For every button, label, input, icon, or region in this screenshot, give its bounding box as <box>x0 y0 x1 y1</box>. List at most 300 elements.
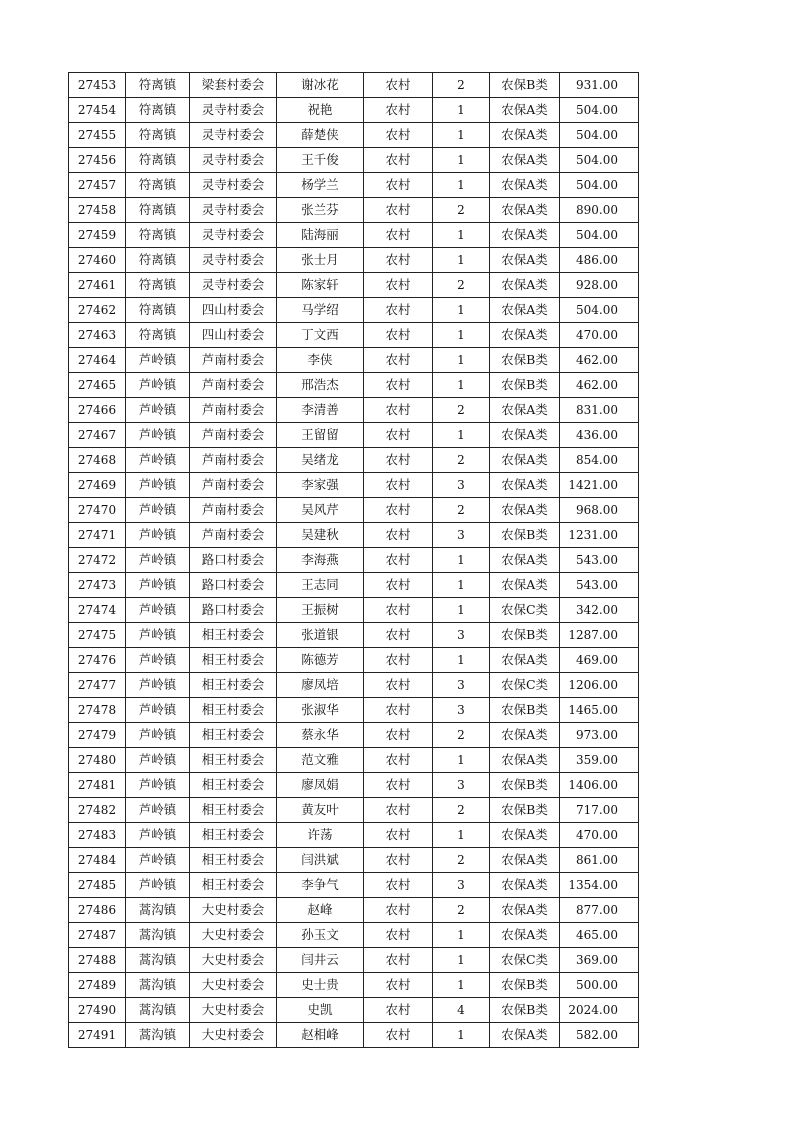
village-committee-cell: 灵寺村委会 <box>190 173 277 198</box>
amount-cell: 500.00 <box>560 973 639 998</box>
household-count-cell: 1 <box>433 648 490 673</box>
town-cell: 符离镇 <box>126 73 190 98</box>
town-cell: 蒿沟镇 <box>126 1023 190 1048</box>
village-committee-cell: 相王村委会 <box>190 823 277 848</box>
serial-number-cell: 27490 <box>69 998 126 1023</box>
village-committee-cell: 芦南村委会 <box>190 473 277 498</box>
amount-cell: 543.00 <box>560 548 639 573</box>
insurance-category-cell: 农保A类 <box>490 248 560 273</box>
town-cell: 蒿沟镇 <box>126 998 190 1023</box>
name-cell: 谢冰花 <box>277 73 364 98</box>
serial-number-cell: 27455 <box>69 123 126 148</box>
household-count-cell: 2 <box>433 723 490 748</box>
town-cell: 符离镇 <box>126 298 190 323</box>
amount-cell: 342.00 <box>560 598 639 623</box>
village-committee-cell: 大史村委会 <box>190 923 277 948</box>
table-row <box>69 748 639 773</box>
area-type-cell: 农村 <box>364 673 433 698</box>
household-count-cell: 2 <box>433 848 490 873</box>
village-committee-cell: 大史村委会 <box>190 973 277 998</box>
insurance-category-cell: 农保B类 <box>490 523 560 548</box>
amount-cell: 504.00 <box>560 173 639 198</box>
insurance-category-cell: 农保A类 <box>490 1023 560 1048</box>
name-cell: 闫井云 <box>277 948 364 973</box>
table-row <box>69 673 639 698</box>
table-row <box>69 273 639 298</box>
insurance-category-cell: 农保B类 <box>490 973 560 998</box>
insurance-category-cell: 农保B类 <box>490 798 560 823</box>
name-cell: 张道银 <box>277 623 364 648</box>
name-cell: 史凯 <box>277 998 364 1023</box>
name-cell: 陈家轩 <box>277 273 364 298</box>
household-count-cell: 1 <box>433 123 490 148</box>
town-cell: 芦岭镇 <box>126 823 190 848</box>
serial-number-cell: 27462 <box>69 298 126 323</box>
name-cell: 史士贵 <box>277 973 364 998</box>
table-row <box>69 848 639 873</box>
table-row <box>69 223 639 248</box>
household-count-cell: 1 <box>433 973 490 998</box>
amount-cell: 928.00 <box>560 273 639 298</box>
area-type-cell: 农村 <box>364 273 433 298</box>
table-row <box>69 473 639 498</box>
name-cell: 许荡 <box>277 823 364 848</box>
serial-number-cell: 27454 <box>69 98 126 123</box>
insurance-category-cell: 农保B类 <box>490 698 560 723</box>
insurance-category-cell: 农保A类 <box>490 123 560 148</box>
name-cell: 赵相峰 <box>277 1023 364 1048</box>
amount-cell: 486.00 <box>560 248 639 273</box>
insurance-category-cell: 农保A类 <box>490 923 560 948</box>
village-committee-cell: 芦南村委会 <box>190 398 277 423</box>
town-cell: 符离镇 <box>126 273 190 298</box>
amount-cell: 504.00 <box>560 98 639 123</box>
name-cell: 廖凤培 <box>277 673 364 698</box>
table-row <box>69 448 639 473</box>
household-count-cell: 1 <box>433 248 490 273</box>
amount-cell: 462.00 <box>560 348 639 373</box>
household-count-cell: 2 <box>433 198 490 223</box>
area-type-cell: 农村 <box>364 973 433 998</box>
serial-number-cell: 27484 <box>69 848 126 873</box>
serial-number-cell: 27486 <box>69 898 126 923</box>
area-type-cell: 农村 <box>364 648 433 673</box>
village-committee-cell: 灵寺村委会 <box>190 123 277 148</box>
town-cell: 蒿沟镇 <box>126 948 190 973</box>
table-row <box>69 573 639 598</box>
table-row <box>69 73 639 98</box>
amount-cell: 582.00 <box>560 1023 639 1048</box>
town-cell: 蒿沟镇 <box>126 923 190 948</box>
household-count-cell: 2 <box>433 448 490 473</box>
name-cell: 丁文西 <box>277 323 364 348</box>
village-committee-cell: 灵寺村委会 <box>190 223 277 248</box>
household-count-cell: 2 <box>433 798 490 823</box>
table-row <box>69 123 639 148</box>
insurance-category-cell: 农保A类 <box>490 898 560 923</box>
name-cell: 王志同 <box>277 573 364 598</box>
village-committee-cell: 芦南村委会 <box>190 448 277 473</box>
village-committee-cell: 相王村委会 <box>190 648 277 673</box>
household-count-cell: 2 <box>433 398 490 423</box>
amount-cell: 470.00 <box>560 823 639 848</box>
insurance-category-cell: 农保A类 <box>490 448 560 473</box>
amount-cell: 504.00 <box>560 123 639 148</box>
area-type-cell: 农村 <box>364 73 433 98</box>
serial-number-cell: 27467 <box>69 423 126 448</box>
village-committee-cell: 灵寺村委会 <box>190 248 277 273</box>
town-cell: 符离镇 <box>126 98 190 123</box>
area-type-cell: 农村 <box>364 948 433 973</box>
town-cell: 芦岭镇 <box>126 573 190 598</box>
name-cell: 吴建秋 <box>277 523 364 548</box>
table-row <box>69 173 639 198</box>
records-table <box>68 72 639 1048</box>
area-type-cell: 农村 <box>364 423 433 448</box>
village-committee-cell: 路口村委会 <box>190 548 277 573</box>
name-cell: 李争气 <box>277 873 364 898</box>
area-type-cell: 农村 <box>364 523 433 548</box>
area-type-cell: 农村 <box>364 823 433 848</box>
serial-number-cell: 27476 <box>69 648 126 673</box>
serial-number-cell: 27475 <box>69 623 126 648</box>
amount-cell: 436.00 <box>560 423 639 448</box>
household-count-cell: 3 <box>433 473 490 498</box>
area-type-cell: 农村 <box>364 223 433 248</box>
table-row <box>69 698 639 723</box>
village-committee-cell: 相王村委会 <box>190 748 277 773</box>
amount-cell: 831.00 <box>560 398 639 423</box>
area-type-cell: 农村 <box>364 173 433 198</box>
town-cell: 芦岭镇 <box>126 473 190 498</box>
serial-number-cell: 27457 <box>69 173 126 198</box>
village-committee-cell: 相王村委会 <box>190 698 277 723</box>
town-cell: 符离镇 <box>126 123 190 148</box>
household-count-cell: 3 <box>433 698 490 723</box>
serial-number-cell: 27477 <box>69 673 126 698</box>
area-type-cell: 农村 <box>364 723 433 748</box>
insurance-category-cell: 农保A类 <box>490 173 560 198</box>
serial-number-cell: 27489 <box>69 973 126 998</box>
village-committee-cell: 芦南村委会 <box>190 423 277 448</box>
table-row <box>69 948 639 973</box>
town-cell: 芦岭镇 <box>126 723 190 748</box>
area-type-cell: 农村 <box>364 1023 433 1048</box>
name-cell: 张士月 <box>277 248 364 273</box>
insurance-category-cell: 农保A类 <box>490 823 560 848</box>
serial-number-cell: 27472 <box>69 548 126 573</box>
household-count-cell: 1 <box>433 98 490 123</box>
household-count-cell: 2 <box>433 898 490 923</box>
town-cell: 芦岭镇 <box>126 598 190 623</box>
town-cell: 芦岭镇 <box>126 748 190 773</box>
serial-number-cell: 27464 <box>69 348 126 373</box>
area-type-cell: 农村 <box>364 248 433 273</box>
amount-cell: 369.00 <box>560 948 639 973</box>
area-type-cell: 农村 <box>364 698 433 723</box>
household-count-cell: 1 <box>433 348 490 373</box>
town-cell: 芦岭镇 <box>126 798 190 823</box>
village-committee-cell: 梁套村委会 <box>190 73 277 98</box>
serial-number-cell: 27461 <box>69 273 126 298</box>
insurance-category-cell: 农保C类 <box>490 598 560 623</box>
household-count-cell: 1 <box>433 823 490 848</box>
table-row <box>69 323 639 348</box>
name-cell: 马学绍 <box>277 298 364 323</box>
name-cell: 张淑华 <box>277 698 364 723</box>
serial-number-cell: 27479 <box>69 723 126 748</box>
serial-number-cell: 27468 <box>69 448 126 473</box>
serial-number-cell: 27488 <box>69 948 126 973</box>
table-row <box>69 923 639 948</box>
village-committee-cell: 芦南村委会 <box>190 348 277 373</box>
household-count-cell: 1 <box>433 323 490 348</box>
household-count-cell: 3 <box>433 773 490 798</box>
insurance-category-cell: 农保A类 <box>490 748 560 773</box>
name-cell: 吴风芹 <box>277 498 364 523</box>
town-cell: 芦岭镇 <box>126 773 190 798</box>
village-committee-cell: 大史村委会 <box>190 998 277 1023</box>
village-committee-cell: 相王村委会 <box>190 623 277 648</box>
village-committee-cell: 芦南村委会 <box>190 523 277 548</box>
amount-cell: 1406.00 <box>560 773 639 798</box>
insurance-category-cell: 农保A类 <box>490 573 560 598</box>
serial-number-cell: 27481 <box>69 773 126 798</box>
town-cell: 符离镇 <box>126 223 190 248</box>
serial-number-cell: 27480 <box>69 748 126 773</box>
insurance-category-cell: 农保A类 <box>490 273 560 298</box>
amount-cell: 877.00 <box>560 898 639 923</box>
household-count-cell: 1 <box>433 298 490 323</box>
insurance-category-cell: 农保A类 <box>490 98 560 123</box>
serial-number-cell: 27458 <box>69 198 126 223</box>
amount-cell: 359.00 <box>560 748 639 773</box>
table-row <box>69 198 639 223</box>
household-count-cell: 1 <box>433 423 490 448</box>
village-committee-cell: 相王村委会 <box>190 723 277 748</box>
serial-number-cell: 27469 <box>69 473 126 498</box>
serial-number-cell: 27483 <box>69 823 126 848</box>
serial-number-cell: 27465 <box>69 373 126 398</box>
insurance-category-cell: 农保A类 <box>490 848 560 873</box>
table-row <box>69 523 639 548</box>
name-cell: 李侠 <box>277 348 364 373</box>
insurance-category-cell: 农保C类 <box>490 948 560 973</box>
table-row <box>69 823 639 848</box>
village-committee-cell: 灵寺村委会 <box>190 98 277 123</box>
area-type-cell: 农村 <box>364 148 433 173</box>
name-cell: 廖凤娟 <box>277 773 364 798</box>
amount-cell: 1465.00 <box>560 698 639 723</box>
household-count-cell: 1 <box>433 173 490 198</box>
village-committee-cell: 大史村委会 <box>190 948 277 973</box>
area-type-cell: 农村 <box>364 198 433 223</box>
village-committee-cell: 芦南村委会 <box>190 373 277 398</box>
area-type-cell: 农村 <box>364 98 433 123</box>
village-committee-cell: 相王村委会 <box>190 873 277 898</box>
household-count-cell: 1 <box>433 223 490 248</box>
village-committee-cell: 大史村委会 <box>190 898 277 923</box>
serial-number-cell: 27471 <box>69 523 126 548</box>
insurance-category-cell: 农保A类 <box>490 198 560 223</box>
table-row <box>69 548 639 573</box>
town-cell: 芦岭镇 <box>126 373 190 398</box>
insurance-category-cell: 农保B类 <box>490 373 560 398</box>
area-type-cell: 农村 <box>364 798 433 823</box>
household-count-cell: 1 <box>433 923 490 948</box>
town-cell: 芦岭镇 <box>126 623 190 648</box>
name-cell: 李清善 <box>277 398 364 423</box>
serial-number-cell: 27482 <box>69 798 126 823</box>
amount-cell: 504.00 <box>560 148 639 173</box>
amount-cell: 1206.00 <box>560 673 639 698</box>
insurance-category-cell: 农保A类 <box>490 423 560 448</box>
table-row <box>69 248 639 273</box>
town-cell: 芦岭镇 <box>126 523 190 548</box>
area-type-cell: 农村 <box>364 623 433 648</box>
household-count-cell: 1 <box>433 598 490 623</box>
area-type-cell: 农村 <box>364 848 433 873</box>
table-row <box>69 998 639 1023</box>
area-type-cell: 农村 <box>364 348 433 373</box>
insurance-category-cell: 农保A类 <box>490 298 560 323</box>
insurance-category-cell: 农保B类 <box>490 348 560 373</box>
area-type-cell: 农村 <box>364 448 433 473</box>
village-committee-cell: 四山村委会 <box>190 323 277 348</box>
serial-number-cell: 27473 <box>69 573 126 598</box>
household-count-cell: 1 <box>433 373 490 398</box>
area-type-cell: 农村 <box>364 473 433 498</box>
insurance-category-cell: 农保A类 <box>490 223 560 248</box>
town-cell: 芦岭镇 <box>126 398 190 423</box>
amount-cell: 2024.00 <box>560 998 639 1023</box>
serial-number-cell: 27460 <box>69 248 126 273</box>
insurance-category-cell: 农保A类 <box>490 498 560 523</box>
town-cell: 芦岭镇 <box>126 648 190 673</box>
insurance-category-cell: 农保A类 <box>490 148 560 173</box>
amount-cell: 973.00 <box>560 723 639 748</box>
town-cell: 芦岭镇 <box>126 498 190 523</box>
name-cell: 祝艳 <box>277 98 364 123</box>
household-count-cell: 1 <box>433 748 490 773</box>
name-cell: 张兰芬 <box>277 198 364 223</box>
insurance-category-cell: 农保A类 <box>490 723 560 748</box>
household-count-cell: 2 <box>433 273 490 298</box>
town-cell: 符离镇 <box>126 173 190 198</box>
name-cell: 薛楚侠 <box>277 123 364 148</box>
area-type-cell: 农村 <box>364 573 433 598</box>
amount-cell: 465.00 <box>560 923 639 948</box>
table-row <box>69 623 639 648</box>
area-type-cell: 农村 <box>364 998 433 1023</box>
amount-cell: 931.00 <box>560 73 639 98</box>
amount-cell: 470.00 <box>560 323 639 348</box>
table-row <box>69 348 639 373</box>
area-type-cell: 农村 <box>364 298 433 323</box>
table-row <box>69 723 639 748</box>
table-row <box>69 598 639 623</box>
insurance-category-cell: 农保A类 <box>490 873 560 898</box>
name-cell: 王留留 <box>277 423 364 448</box>
amount-cell: 890.00 <box>560 198 639 223</box>
amount-cell: 854.00 <box>560 448 639 473</box>
household-count-cell: 2 <box>433 498 490 523</box>
town-cell: 芦岭镇 <box>126 448 190 473</box>
name-cell: 王振树 <box>277 598 364 623</box>
village-committee-cell: 相王村委会 <box>190 773 277 798</box>
town-cell: 蒿沟镇 <box>126 898 190 923</box>
name-cell: 吴绪龙 <box>277 448 364 473</box>
household-count-cell: 3 <box>433 523 490 548</box>
area-type-cell: 农村 <box>364 748 433 773</box>
serial-number-cell: 27463 <box>69 323 126 348</box>
household-count-cell: 4 <box>433 998 490 1023</box>
household-count-cell: 3 <box>433 873 490 898</box>
area-type-cell: 农村 <box>364 898 433 923</box>
table-row <box>69 298 639 323</box>
serial-number-cell: 27485 <box>69 873 126 898</box>
name-cell: 李海燕 <box>277 548 364 573</box>
table-row <box>69 773 639 798</box>
household-count-cell: 1 <box>433 148 490 173</box>
table-row <box>69 973 639 998</box>
serial-number-cell: 27466 <box>69 398 126 423</box>
town-cell: 芦岭镇 <box>126 423 190 448</box>
town-cell: 芦岭镇 <box>126 698 190 723</box>
town-cell: 符离镇 <box>126 248 190 273</box>
name-cell: 黄友叶 <box>277 798 364 823</box>
village-committee-cell: 灵寺村委会 <box>190 273 277 298</box>
household-count-cell: 3 <box>433 623 490 648</box>
name-cell: 李家强 <box>277 473 364 498</box>
amount-cell: 462.00 <box>560 373 639 398</box>
town-cell: 符离镇 <box>126 323 190 348</box>
area-type-cell: 农村 <box>364 373 433 398</box>
household-count-cell: 1 <box>433 548 490 573</box>
amount-cell: 543.00 <box>560 573 639 598</box>
insurance-category-cell: 农保B类 <box>490 73 560 98</box>
name-cell: 范文雅 <box>277 748 364 773</box>
village-committee-cell: 路口村委会 <box>190 598 277 623</box>
household-count-cell: 2 <box>433 73 490 98</box>
amount-cell: 861.00 <box>560 848 639 873</box>
serial-number-cell: 27470 <box>69 498 126 523</box>
table-row <box>69 648 639 673</box>
village-committee-cell: 相王村委会 <box>190 673 277 698</box>
town-cell: 符离镇 <box>126 198 190 223</box>
amount-cell: 1421.00 <box>560 473 639 498</box>
area-type-cell: 农村 <box>364 598 433 623</box>
amount-cell: 717.00 <box>560 798 639 823</box>
serial-number-cell: 27453 <box>69 73 126 98</box>
name-cell: 邢浩杰 <box>277 373 364 398</box>
insurance-category-cell: 农保A类 <box>490 473 560 498</box>
insurance-category-cell: 农保A类 <box>490 398 560 423</box>
village-committee-cell: 芦南村委会 <box>190 498 277 523</box>
town-cell: 芦岭镇 <box>126 873 190 898</box>
name-cell: 闫洪斌 <box>277 848 364 873</box>
table-row <box>69 1023 639 1048</box>
table-row <box>69 98 639 123</box>
serial-number-cell: 27456 <box>69 148 126 173</box>
name-cell: 蔡永华 <box>277 723 364 748</box>
amount-cell: 1287.00 <box>560 623 639 648</box>
village-committee-cell: 路口村委会 <box>190 573 277 598</box>
area-type-cell: 农村 <box>364 923 433 948</box>
area-type-cell: 农村 <box>364 498 433 523</box>
village-committee-cell: 灵寺村委会 <box>190 148 277 173</box>
town-cell: 蒿沟镇 <box>126 973 190 998</box>
